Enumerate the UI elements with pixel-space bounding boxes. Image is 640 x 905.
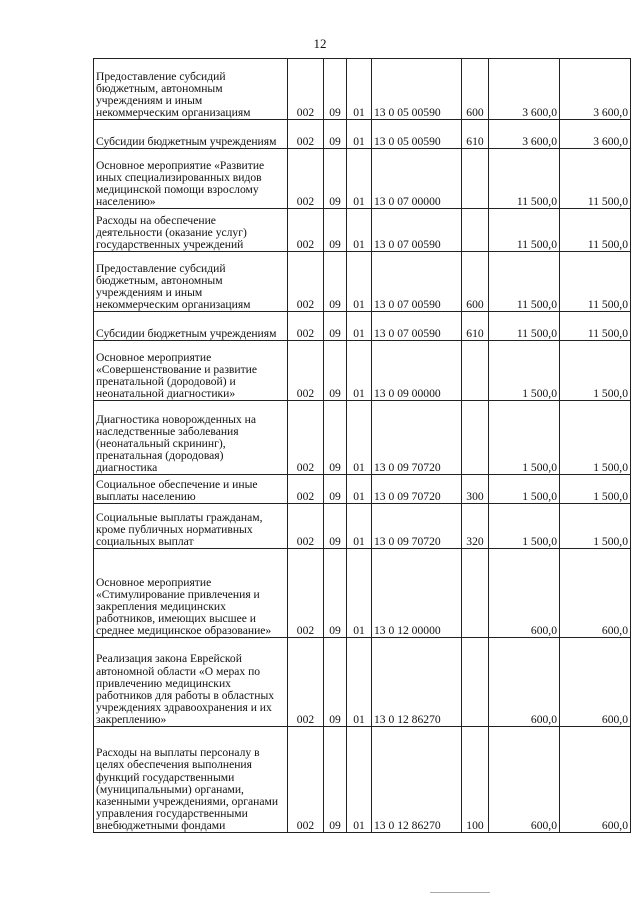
code-expense-type: 320 (462, 504, 489, 549)
page-number: 12 (313, 36, 327, 51)
amount-1: 3 600,0 (489, 120, 560, 149)
amount-2: 3 600,0 (560, 120, 631, 149)
code-target-article: 13 0 09 70720 (372, 504, 462, 549)
amount-1: 1 500,0 (489, 401, 560, 475)
code-target-article: 13 0 07 00590 (372, 312, 462, 341)
row-name: Основное мероприятие «Совершенствование и развитие пренатальной (дородовой) и неонатальной диагностики» (94, 341, 288, 401)
code-admin: 002 (288, 149, 324, 209)
amount-1: 600,0 (489, 727, 560, 833)
code-expense-type: 300 (462, 475, 489, 504)
code-expense-type: 610 (462, 120, 489, 149)
row-name: Расходы на обеспечение деятельности (оказание услуг) государственных учреждений (94, 209, 288, 252)
code-admin: 002 (288, 209, 324, 252)
table-row (94, 341, 631, 401)
amount-2: 600,0 (560, 549, 631, 638)
amount-1: 11 500,0 (489, 312, 560, 341)
code-admin: 002 (288, 638, 324, 727)
code-expense-type: 600 (462, 252, 489, 312)
code-section: 09 (324, 401, 347, 475)
code-target-article: 13 0 09 70720 (372, 401, 462, 475)
row-name: Субсидии бюджетным учреждениям (94, 120, 288, 149)
table-row (94, 252, 631, 312)
code-admin: 002 (288, 252, 324, 312)
amount-2: 1 500,0 (560, 504, 631, 549)
code-expense-type: 600 (462, 59, 489, 120)
code-expense-type: 100 (462, 727, 489, 833)
code-target-article: 13 0 07 00590 (372, 252, 462, 312)
code-section: 09 (324, 638, 347, 727)
code-subsection: 01 (347, 549, 372, 638)
code-expense-type (462, 209, 489, 252)
code-target-article: 13 0 09 00000 (372, 341, 462, 401)
code-subsection: 01 (347, 312, 372, 341)
code-target-article: 13 0 05 00590 (372, 120, 462, 149)
code-target-article: 13 0 07 00000 (372, 149, 462, 209)
code-section: 09 (324, 312, 347, 341)
code-admin: 002 (288, 59, 324, 120)
budget-table-body (94, 59, 631, 833)
row-name: Предоставление субсидий бюджетным, автономным учреждениям и иным некоммерческим организациям (94, 252, 288, 312)
code-subsection: 01 (347, 341, 372, 401)
code-expense-type (462, 638, 489, 727)
amount-1: 3 600,0 (489, 59, 560, 120)
amount-2: 3 600,0 (560, 59, 631, 120)
code-section: 09 (324, 252, 347, 312)
code-subsection: 01 (347, 59, 372, 120)
code-target-article: 13 0 05 00590 (372, 59, 462, 120)
table-row (94, 549, 631, 638)
code-subsection: 01 (347, 252, 372, 312)
code-section: 09 (324, 504, 347, 549)
table-row (94, 59, 631, 120)
code-subsection: 01 (347, 504, 372, 549)
budget-table (93, 58, 631, 833)
table-row (94, 727, 631, 833)
table-row (94, 475, 631, 504)
amount-1: 1 500,0 (489, 475, 560, 504)
code-expense-type (462, 341, 489, 401)
code-section: 09 (324, 120, 347, 149)
code-subsection: 01 (347, 727, 372, 833)
row-name: Социальные выплаты гражданам, кроме публичных нормативных социальных выплат (94, 504, 288, 549)
code-subsection: 01 (347, 149, 372, 209)
amount-2: 11 500,0 (560, 209, 631, 252)
code-admin: 002 (288, 475, 324, 504)
code-expense-type (462, 549, 489, 638)
code-admin: 002 (288, 312, 324, 341)
amount-2: 600,0 (560, 638, 631, 727)
amount-2: 1 500,0 (560, 341, 631, 401)
row-name: Социальное обеспечение и иные выплаты населению (94, 475, 288, 504)
amount-1: 1 500,0 (489, 341, 560, 401)
footer-divider (430, 892, 490, 893)
code-target-article: 13 0 12 86270 (372, 727, 462, 833)
amount-1: 600,0 (489, 549, 560, 638)
amount-2: 11 500,0 (560, 252, 631, 312)
code-section: 09 (324, 59, 347, 120)
code-admin: 002 (288, 504, 324, 549)
code-target-article: 13 0 12 00000 (372, 549, 462, 638)
row-name: Диагностика новорожденных на наследственные заболевания (неонатальный скрининг), пренатальная (дородовая) диагностика (94, 401, 288, 475)
code-expense-type: 610 (462, 312, 489, 341)
table-row (94, 312, 631, 341)
table-row (94, 209, 631, 252)
code-admin: 002 (288, 341, 324, 401)
amount-1: 11 500,0 (489, 209, 560, 252)
code-section: 09 (324, 475, 347, 504)
row-name: Субсидии бюджетным учреждениям (94, 312, 288, 341)
code-target-article: 13 0 07 00590 (372, 209, 462, 252)
row-name: Основное мероприятие «Развитие иных специализированных видов медицинской помощи взрослому населению» (94, 149, 288, 209)
table-row (94, 120, 631, 149)
amount-1: 1 500,0 (489, 504, 560, 549)
amount-1: 11 500,0 (489, 252, 560, 312)
code-section: 09 (324, 341, 347, 401)
code-expense-type (462, 149, 489, 209)
row-name: Основное мероприятие «Стимулирование привлечения и закрепления медицинских работников, имеющих высшее и среднее медицинское образование» (94, 549, 288, 638)
code-subsection: 01 (347, 209, 372, 252)
code-expense-type (462, 401, 489, 475)
code-section: 09 (324, 727, 347, 833)
amount-2: 11 500,0 (560, 312, 631, 341)
code-subsection: 01 (347, 475, 372, 504)
amount-2: 11 500,0 (560, 149, 631, 209)
code-admin: 002 (288, 549, 324, 638)
amount-1: 600,0 (489, 638, 560, 727)
amount-1: 11 500,0 (489, 149, 560, 209)
table-row (94, 401, 631, 475)
code-section: 09 (324, 149, 347, 209)
code-section: 09 (324, 549, 347, 638)
row-name: Реализация закона Еврейской автономной области «О мерах по привлечению медицинских работников для работы в областных учреждениях здравоохранения и их закреплению» (94, 638, 288, 727)
code-admin: 002 (288, 120, 324, 149)
table-row (94, 638, 631, 727)
amount-2: 600,0 (560, 727, 631, 833)
code-subsection: 01 (347, 401, 372, 475)
code-admin: 002 (288, 727, 324, 833)
code-target-article: 13 0 12 86270 (372, 638, 462, 727)
code-subsection: 01 (347, 638, 372, 727)
code-subsection: 01 (347, 120, 372, 149)
code-target-article: 13 0 09 70720 (372, 475, 462, 504)
row-name: Расходы на выплаты персоналу в целях обеспечения выполнения функций государственными (муниципальными) органами, казенными учреждениями, органами управления государственными внебюджетными фондами (94, 727, 288, 833)
row-name: Предоставление субсидий бюджетным, автономным учреждениям и иным некоммерческим организациям (94, 59, 288, 120)
amount-2: 1 500,0 (560, 475, 631, 504)
code-section: 09 (324, 209, 347, 252)
table-row (94, 504, 631, 549)
table-row (94, 149, 631, 209)
amount-2: 1 500,0 (560, 401, 631, 475)
code-admin: 002 (288, 401, 324, 475)
